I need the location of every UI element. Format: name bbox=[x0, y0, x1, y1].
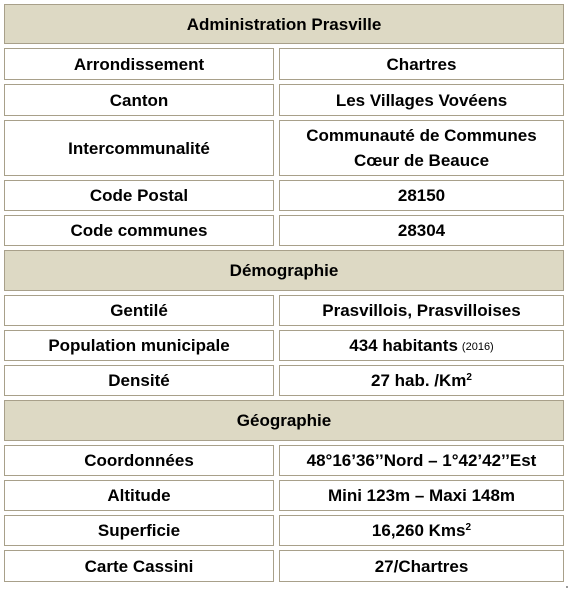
row-label: Intercommunalité bbox=[68, 138, 210, 158]
row-label: Population municipale bbox=[48, 336, 230, 355]
label-cell-densite bbox=[4, 365, 274, 396]
value-cell-carte-cassini bbox=[279, 550, 564, 582]
value-cell-altitude bbox=[279, 480, 564, 511]
value-cell-population bbox=[279, 330, 564, 361]
superscript-unit: 2 bbox=[466, 372, 472, 383]
row-value: Les Villages Vovéens bbox=[335, 90, 508, 110]
section-header-demographie bbox=[4, 250, 564, 291]
section-title: Géographie bbox=[236, 411, 332, 430]
row-value: 434 habitants bbox=[349, 336, 458, 355]
label-cell-intercommunalite bbox=[4, 120, 274, 176]
label-cell-arrondissement bbox=[4, 48, 274, 80]
value-cell-densite bbox=[279, 365, 564, 396]
row-value-line2: Cœur de Beauce bbox=[353, 151, 490, 170]
corner-dot bbox=[566, 586, 568, 588]
row-value: 27/Chartres bbox=[374, 556, 469, 576]
row-value: 28304 bbox=[397, 221, 446, 240]
value-cell-superficie bbox=[279, 515, 564, 546]
row-value: 27 hab. /Km bbox=[371, 371, 467, 390]
row-label: Densité bbox=[108, 371, 170, 390]
row-value-line1: Communauté de Communes bbox=[306, 126, 537, 145]
label-cell-altitude bbox=[4, 480, 274, 511]
row-label: Coordonnées bbox=[84, 451, 194, 470]
row-label: Gentilé bbox=[110, 301, 168, 320]
label-cell-coordonnees bbox=[4, 445, 274, 476]
section-header-administration bbox=[4, 4, 564, 44]
section-title: Démographie bbox=[229, 261, 339, 280]
label-cell-carte-cassini bbox=[4, 550, 274, 582]
row-label: Carte Cassini bbox=[84, 556, 194, 576]
row-label: Altitude bbox=[107, 486, 171, 505]
value-cell-gentile bbox=[279, 295, 564, 326]
section-header-geographie bbox=[4, 400, 564, 441]
row-value: 48°16’36’’Nord – 1°42’42’’Est bbox=[306, 451, 537, 470]
section-title: Administration Prasville bbox=[186, 14, 382, 34]
row-value: 28150 bbox=[397, 186, 446, 205]
label-cell-canton bbox=[4, 84, 274, 116]
row-value: Mini 123m – Maxi 148m bbox=[327, 486, 516, 505]
row-label: Superficie bbox=[97, 521, 181, 540]
value-cell-coordonnees bbox=[279, 445, 564, 476]
row-label: Code Postal bbox=[89, 186, 189, 205]
label-cell-code-postal bbox=[4, 180, 274, 211]
label-cell-gentile bbox=[4, 295, 274, 326]
value-cell-arrondissement bbox=[279, 48, 564, 80]
value-cell-code-communes bbox=[279, 215, 564, 246]
value-cell-code-postal bbox=[279, 180, 564, 211]
row-label: Code communes bbox=[70, 221, 208, 240]
row-value: Chartres bbox=[386, 54, 457, 74]
value-cell-intercommunalite bbox=[279, 120, 564, 176]
population-year: (2016) bbox=[461, 341, 494, 353]
label-cell-superficie bbox=[4, 515, 274, 546]
row-value: Prasvillois, Prasvilloises bbox=[322, 301, 521, 320]
row-label: Canton bbox=[109, 90, 169, 110]
row-value: 16,260 Kms bbox=[371, 521, 466, 540]
value-cell-canton bbox=[279, 84, 564, 116]
label-cell-code-communes bbox=[4, 215, 274, 246]
label-cell-population bbox=[4, 330, 274, 361]
row-label: Arrondissement bbox=[73, 54, 205, 74]
superscript-unit: 2 bbox=[465, 522, 472, 533]
